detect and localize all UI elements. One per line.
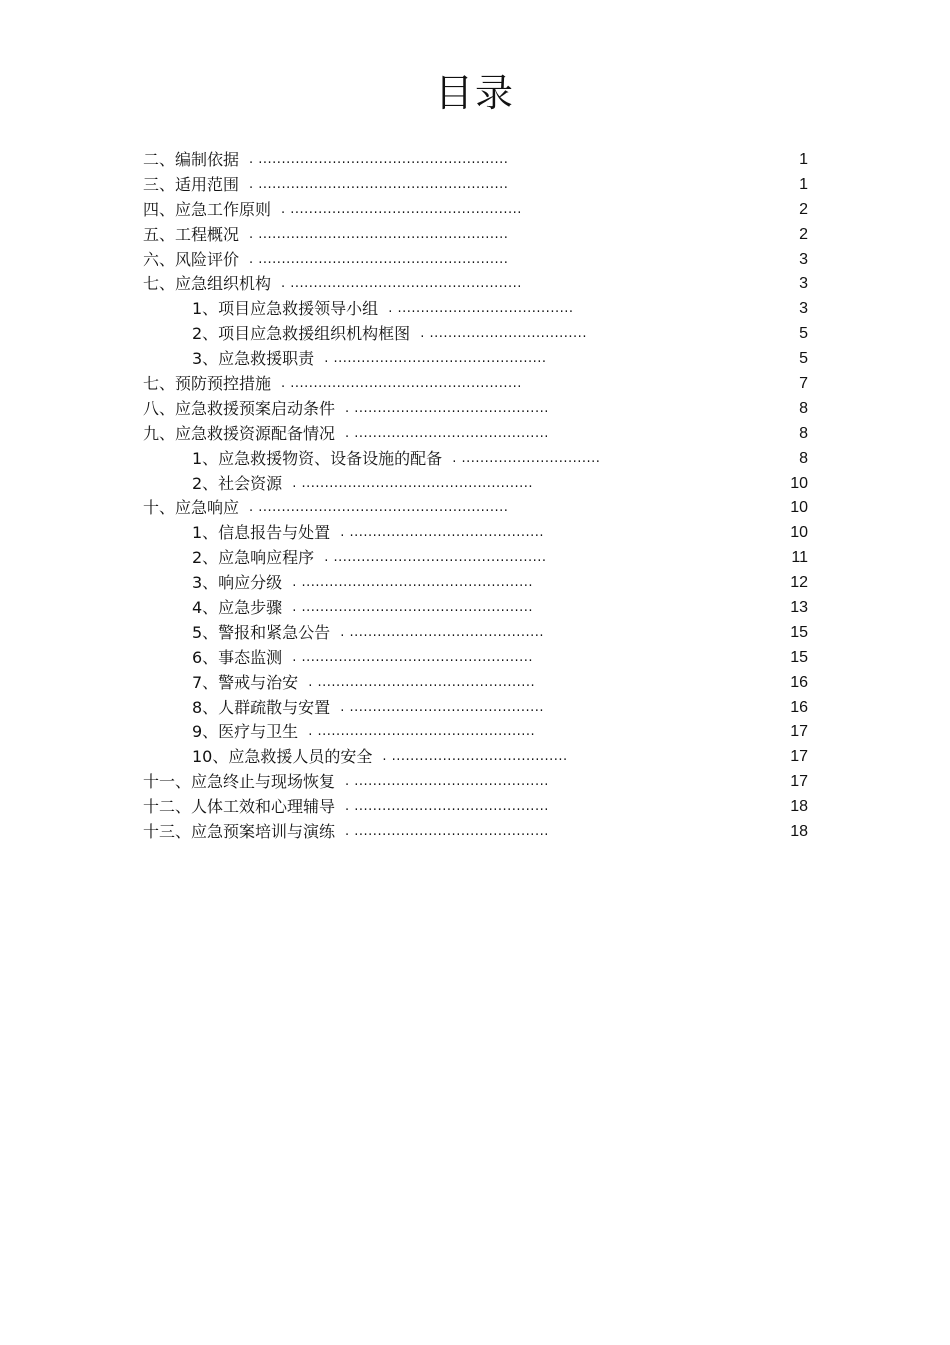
toc-entry-label: 1、项目应急救援领导小组 (192, 299, 379, 319)
toc-page-number: 10 (790, 499, 808, 517)
toc-entry-label: 七、预防预控措施 (143, 374, 272, 394)
toc-entry[interactable] (143, 621, 808, 646)
toc-page-number: 11 (791, 549, 808, 567)
toc-entry[interactable] (143, 198, 808, 223)
toc-entry[interactable] (143, 248, 808, 273)
toc-entry[interactable] (143, 496, 808, 521)
toc-entry[interactable] (143, 422, 808, 447)
toc-dot-leader: . .............................................. (324, 550, 547, 566)
toc-dot-leader: . ...................................................... (249, 251, 509, 267)
toc-page-number: 15 (790, 648, 808, 666)
toc-entry[interactable] (143, 297, 808, 322)
toc-page-number: 17 (790, 723, 808, 741)
toc-entry[interactable] (143, 447, 808, 472)
toc-dot-leader: . .................................................. (292, 649, 534, 665)
toc-entry-label: 4、应急步骤 (192, 598, 283, 618)
toc-entry[interactable] (143, 571, 808, 596)
toc-entry-label: 十三、应急预案培训与演练 (143, 822, 336, 842)
toc-page-number: 12 (790, 574, 808, 592)
toc-entry[interactable] (143, 272, 808, 297)
toc-dot-leader: . .................................................. (292, 475, 534, 491)
toc-entry-label: 2、社会资源 (192, 473, 283, 493)
toc-entry-label: 十二、人体工效和心理辅导 (143, 797, 336, 817)
toc-entry-label: 9、医疗与卫生 (192, 722, 299, 742)
toc-entry[interactable] (143, 223, 808, 248)
toc-entry-label: 八、应急救援预案启动条件 (143, 398, 336, 418)
toc-entry-label: 六、风险评价 (143, 249, 240, 269)
toc-entry-label: 1、应急救援物资、设备设施的配备 (192, 448, 443, 468)
toc-entry[interactable] (143, 795, 808, 820)
toc-dot-leader: . ............................................... (308, 724, 536, 740)
toc-entry[interactable] (143, 745, 808, 770)
toc-entry-label: 2、项目应急救援组织机构框图 (192, 324, 411, 344)
toc-page-number: 16 (790, 673, 808, 691)
toc-dot-leader: . ............................................... (308, 674, 536, 690)
toc-entry-label: 二、编制依据 (143, 150, 240, 169)
toc-page-number: 8 (799, 399, 808, 417)
toc-page-number: 10 (790, 474, 808, 492)
toc-entry-label: 3、应急救援职责 (192, 349, 315, 369)
toc-entry[interactable] (143, 596, 808, 621)
toc-entry-label: 8、人群疏散与安置 (192, 697, 331, 717)
toc-page-number: 18 (790, 823, 808, 841)
toc-page-number: 13 (790, 599, 808, 617)
toc-dot-leader: . ...................................................... (249, 226, 509, 242)
toc-dot-leader: . ...................................... (382, 749, 568, 765)
toc-dot-leader: . .......................................... (340, 624, 545, 640)
toc-dot-leader: . ...................................... (388, 301, 574, 317)
toc-page-number: 3 (799, 300, 808, 318)
toc-page-number: 18 (790, 798, 808, 816)
toc-page-number: 8 (799, 424, 808, 442)
toc-page-number: 3 (799, 250, 808, 268)
toc-dot-leader: . ...................................................... (249, 152, 509, 167)
toc-entry[interactable] (143, 770, 808, 795)
toc-entry[interactable] (143, 347, 808, 372)
toc-dot-leader: . .............................................. (324, 351, 547, 367)
toc-dot-leader: . .............................. (452, 450, 601, 466)
toc-dot-leader: . .................................................. (281, 201, 522, 217)
toc-entry-label: 2、应急响应程序 (192, 548, 315, 568)
toc-dot-leader: . .......................................... (345, 425, 549, 441)
toc-dot-leader: . ...................................................... (249, 176, 509, 192)
toc-entry-label: 7、警戒与治安 (192, 672, 299, 692)
toc-page-number: 15 (790, 623, 808, 641)
toc-page-number: 7 (799, 375, 808, 393)
toc-entry-label: 七、应急组织机构 (143, 274, 272, 294)
toc-entry[interactable] (143, 671, 808, 696)
toc-entry[interactable] (143, 521, 808, 546)
toc-entry-label: 10、应急救援人员的安全 (192, 747, 373, 767)
toc-page-number: 8 (799, 449, 808, 467)
toc-entry[interactable] (143, 148, 808, 173)
toc-dot-leader: . .......................................... (345, 799, 549, 815)
toc-page-number: 1 (799, 151, 808, 168)
toc-page-number: 2 (799, 200, 808, 218)
toc-entry-label: 1、信息报告与处置 (192, 523, 331, 543)
toc-entry[interactable] (143, 397, 808, 422)
toc-entry-label: 6、事态监测 (192, 647, 283, 667)
toc-dot-leader: . .......................................... (345, 774, 549, 790)
toc-entry[interactable] (143, 173, 808, 198)
toc-entry-label: 五、工程概况 (143, 224, 240, 244)
toc-entry-label: 九、应急救援资源配备情况 (143, 423, 336, 443)
toc-dot-leader: . .......................................... (340, 525, 545, 541)
toc-entry-label: 十、应急响应 (143, 498, 240, 518)
toc-page-number: 5 (799, 325, 808, 343)
toc-page-number: 17 (790, 748, 808, 766)
toc-entry[interactable] (143, 696, 808, 721)
toc-entry-label: 十一、应急终止与现场恢复 (143, 772, 336, 792)
toc-page-number: 16 (790, 698, 808, 716)
toc-page-number: 10 (790, 524, 808, 542)
toc-entry[interactable] (143, 646, 808, 671)
toc-page-number: 17 (790, 773, 808, 791)
toc-entry[interactable] (143, 820, 808, 845)
toc-page-number: 3 (799, 275, 808, 293)
toc-page-number: 2 (799, 225, 808, 243)
toc-entry[interactable] (143, 472, 808, 497)
page-title: 目录 (434, 71, 515, 115)
toc-entry[interactable] (143, 372, 808, 397)
toc-dot-leader: . .................................................. (292, 575, 534, 591)
toc-entry[interactable] (143, 720, 808, 745)
toc-dot-leader: . .................................................. (281, 276, 522, 292)
toc-page-number: 1 (799, 175, 808, 193)
toc-dot-leader: . ...................................................... (249, 500, 509, 516)
toc-dot-leader: . .................................. (420, 326, 587, 342)
toc-entry-label: 3、响应分级 (192, 573, 283, 593)
toc-entry[interactable] (143, 546, 808, 571)
toc-dot-leader: . .................................................. (281, 376, 522, 392)
toc-page-number: 5 (799, 350, 808, 368)
toc-entry-label: 5、警报和紧急公告 (192, 622, 331, 642)
toc-entry[interactable] (143, 322, 808, 347)
table-of-contents (143, 148, 808, 845)
toc-entry-label: 四、应急工作原则 (143, 199, 272, 219)
toc-dot-leader: . .................................................. (292, 600, 534, 616)
toc-dot-leader: . .......................................... (345, 400, 549, 416)
toc-dot-leader: . .......................................... (345, 824, 549, 840)
toc-dot-leader: . .......................................... (340, 699, 545, 715)
toc-entry-label: 三、适用范围 (143, 174, 240, 194)
